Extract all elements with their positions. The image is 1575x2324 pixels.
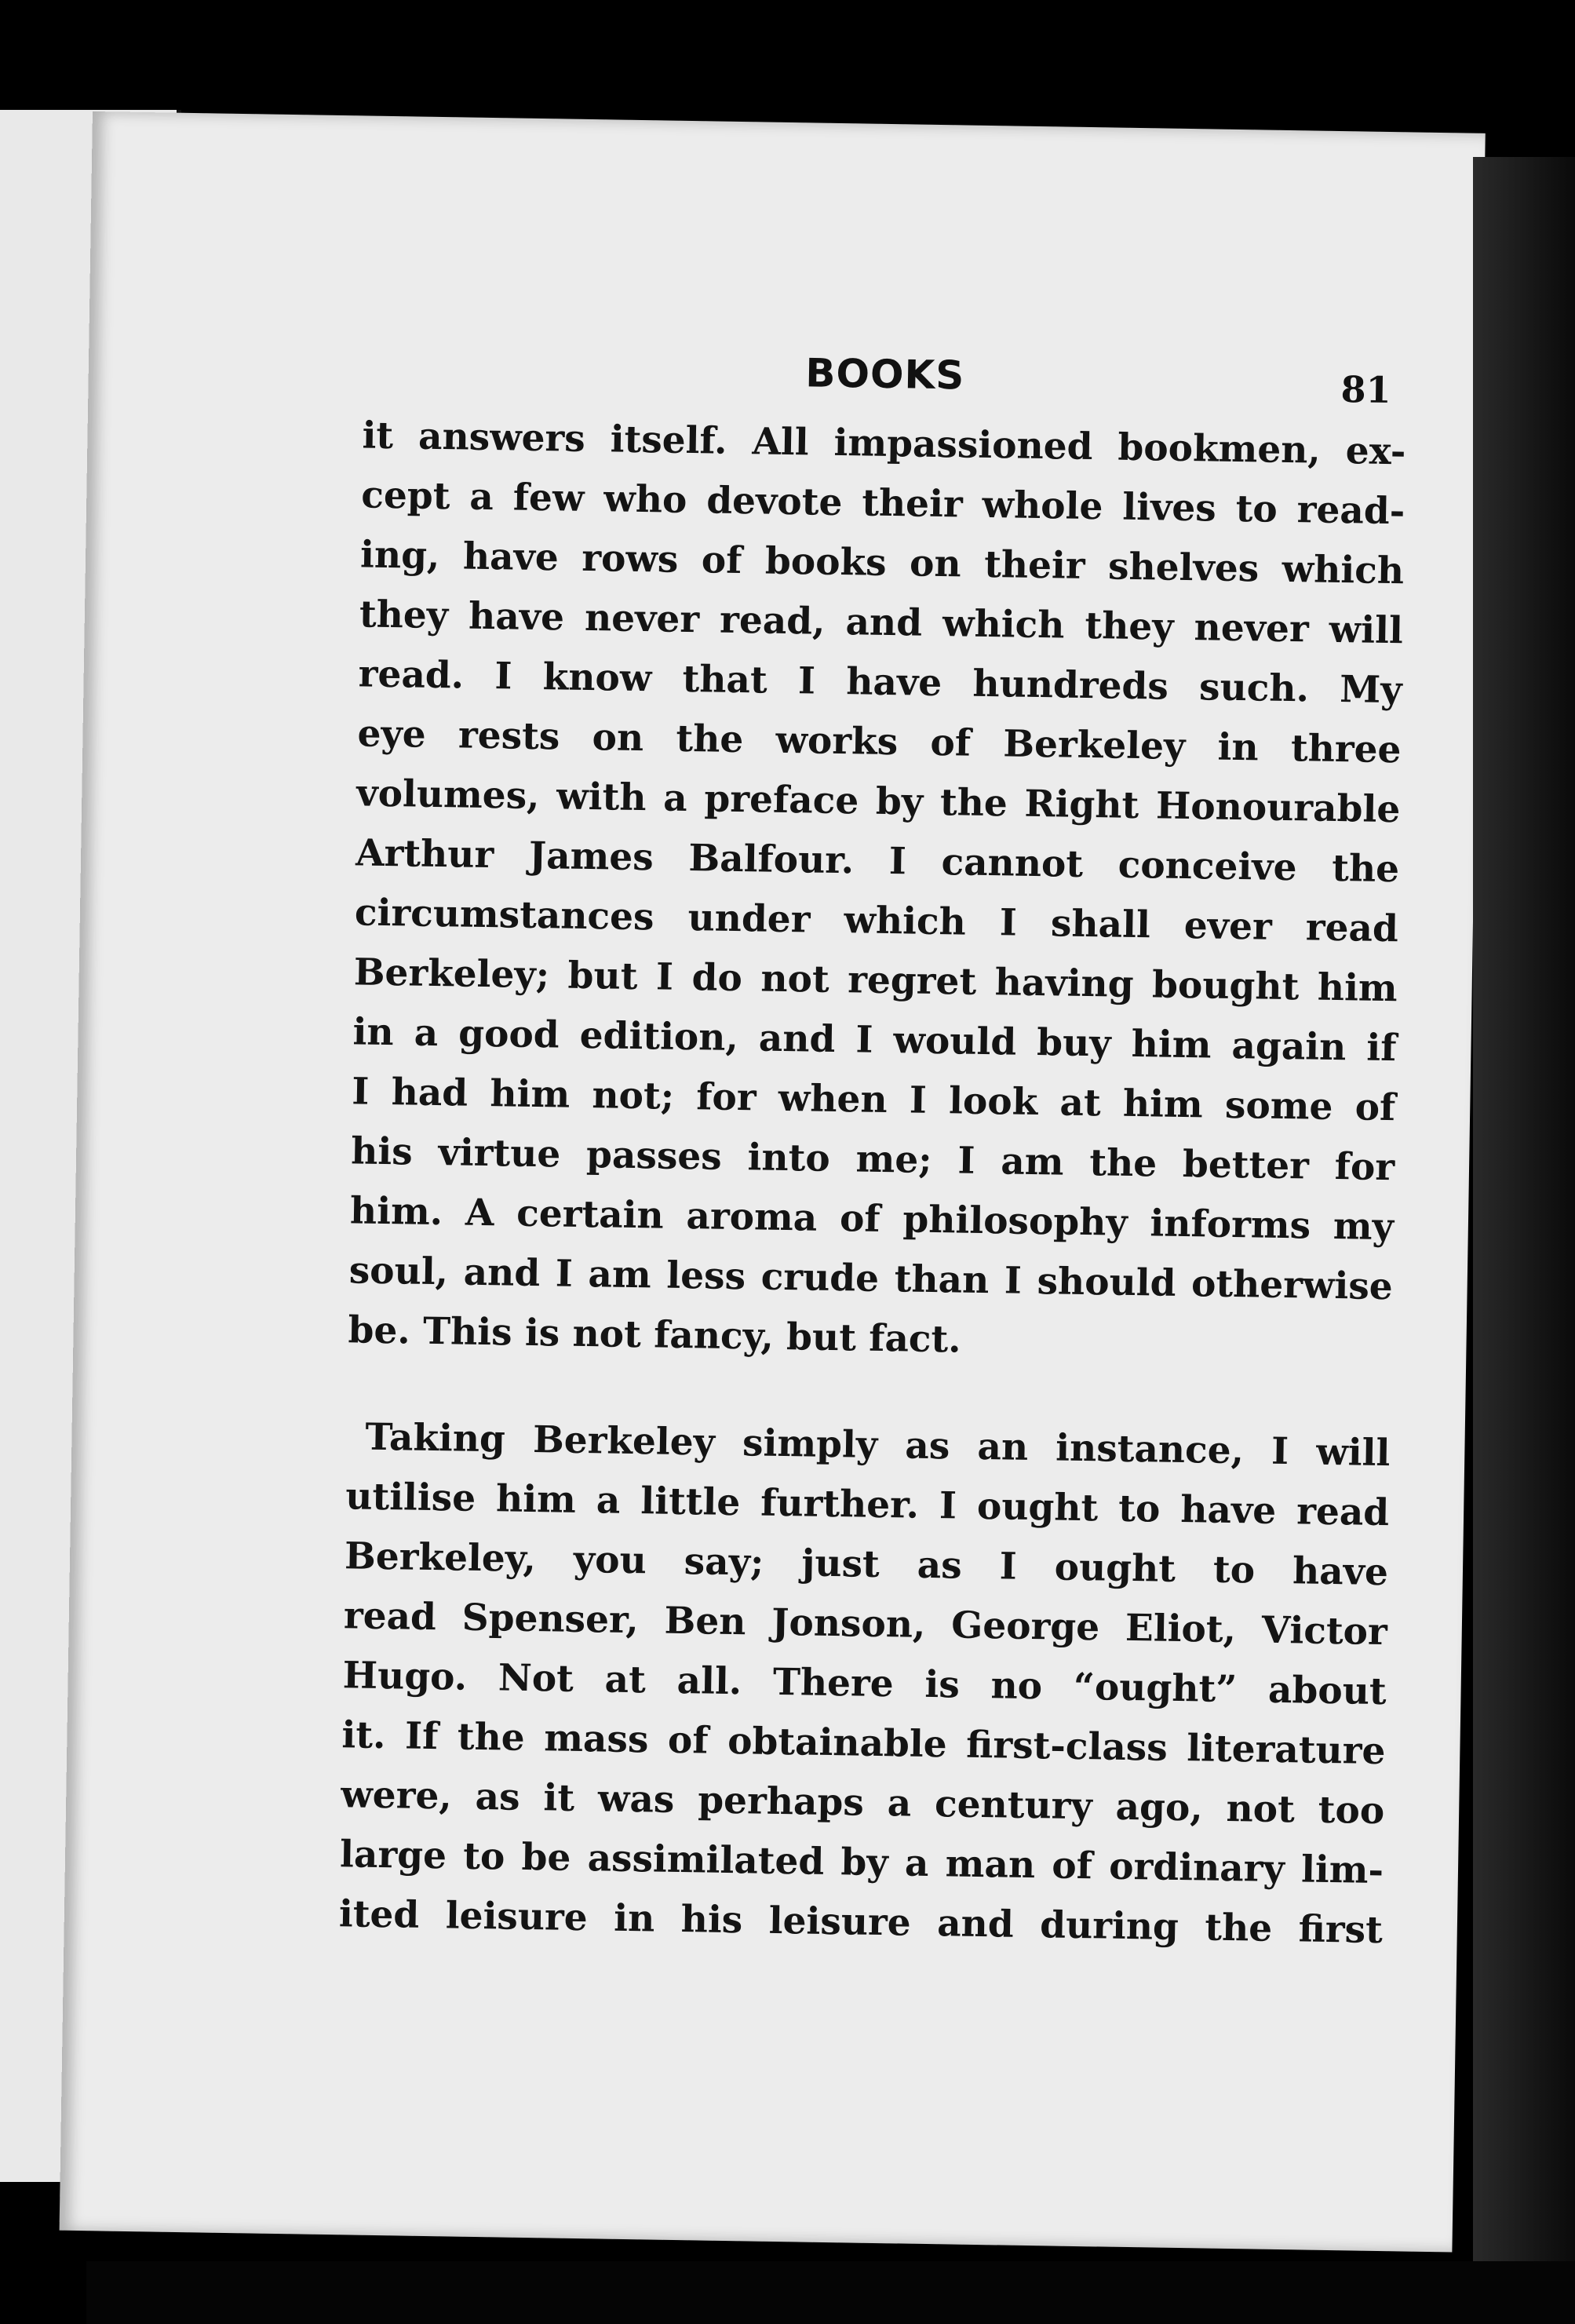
text-line: utilise him a little further. I ought to have read [345, 1475, 1390, 1535]
text-line: him. A certain aroma of philosophy informs my [349, 1189, 1395, 1250]
text-line: Berkeley; but I do not regret having bought him [353, 950, 1398, 1011]
text-line: it. If the mass of obtainable first-class literature [341, 1713, 1386, 1774]
text-line: be. This is not fancy, but fact. [348, 1308, 962, 1362]
text-line: volumes, with a preface by the Right Honourable [355, 772, 1401, 832]
text-line: I had him not; for when I look at him some of [351, 1070, 1396, 1130]
text-line: ited leisure in his leisure and during the first [338, 1892, 1384, 1953]
text-line: they have never read, and which they never will [359, 593, 1404, 653]
text-line: in a good edition, and I would buy him again if [352, 1010, 1397, 1071]
page-edge-shadow [1473, 157, 1575, 2324]
text-line: Hugo. Not at all. There is no “ought” about [342, 1654, 1387, 1714]
text-line: Taking Berkeley simply as an instance, I will [365, 1415, 1391, 1476]
running-title: BOOKS [804, 350, 965, 399]
text-line: cept a few who devote their whole lives to read- [360, 473, 1405, 534]
text-line: large to be assimilated by a man of ordinary lim- [339, 1833, 1384, 1893]
page-number: 81 [1340, 368, 1392, 412]
text-line: soul, and I am less crude than I should otherwise [348, 1249, 1394, 1309]
body-text [338, 406, 1406, 1961]
book-page [60, 111, 1486, 2253]
paragraph [338, 1407, 1391, 1961]
text-line: circumstances under which I shall ever read [354, 891, 1399, 951]
text-line: were, as it was perhaps a century ago, not too [340, 1773, 1385, 1833]
text-line: read. I know that I have hundreds such. My [358, 652, 1403, 713]
text-line: ing, have rows of books on their shelves which [359, 533, 1405, 593]
text-line: Arthur James Balfour. I cannot conceive the [355, 831, 1400, 892]
paragraph [348, 406, 1406, 1377]
text-line: his virtue passes into me; I am the better for [350, 1129, 1395, 1190]
text-line: Berkeley, you say; just as I ought to have [344, 1534, 1389, 1595]
bottom-shadow [86, 2261, 1575, 2324]
text-line: it answers itself. All impassioned bookmen, ex- [362, 414, 1406, 474]
text-line: read Spenser, Ben Jonson, George Eliot, Victor [343, 1594, 1388, 1655]
running-head [363, 343, 1407, 414]
text-line: eye rests on the works of Berkeley in three [357, 712, 1402, 772]
